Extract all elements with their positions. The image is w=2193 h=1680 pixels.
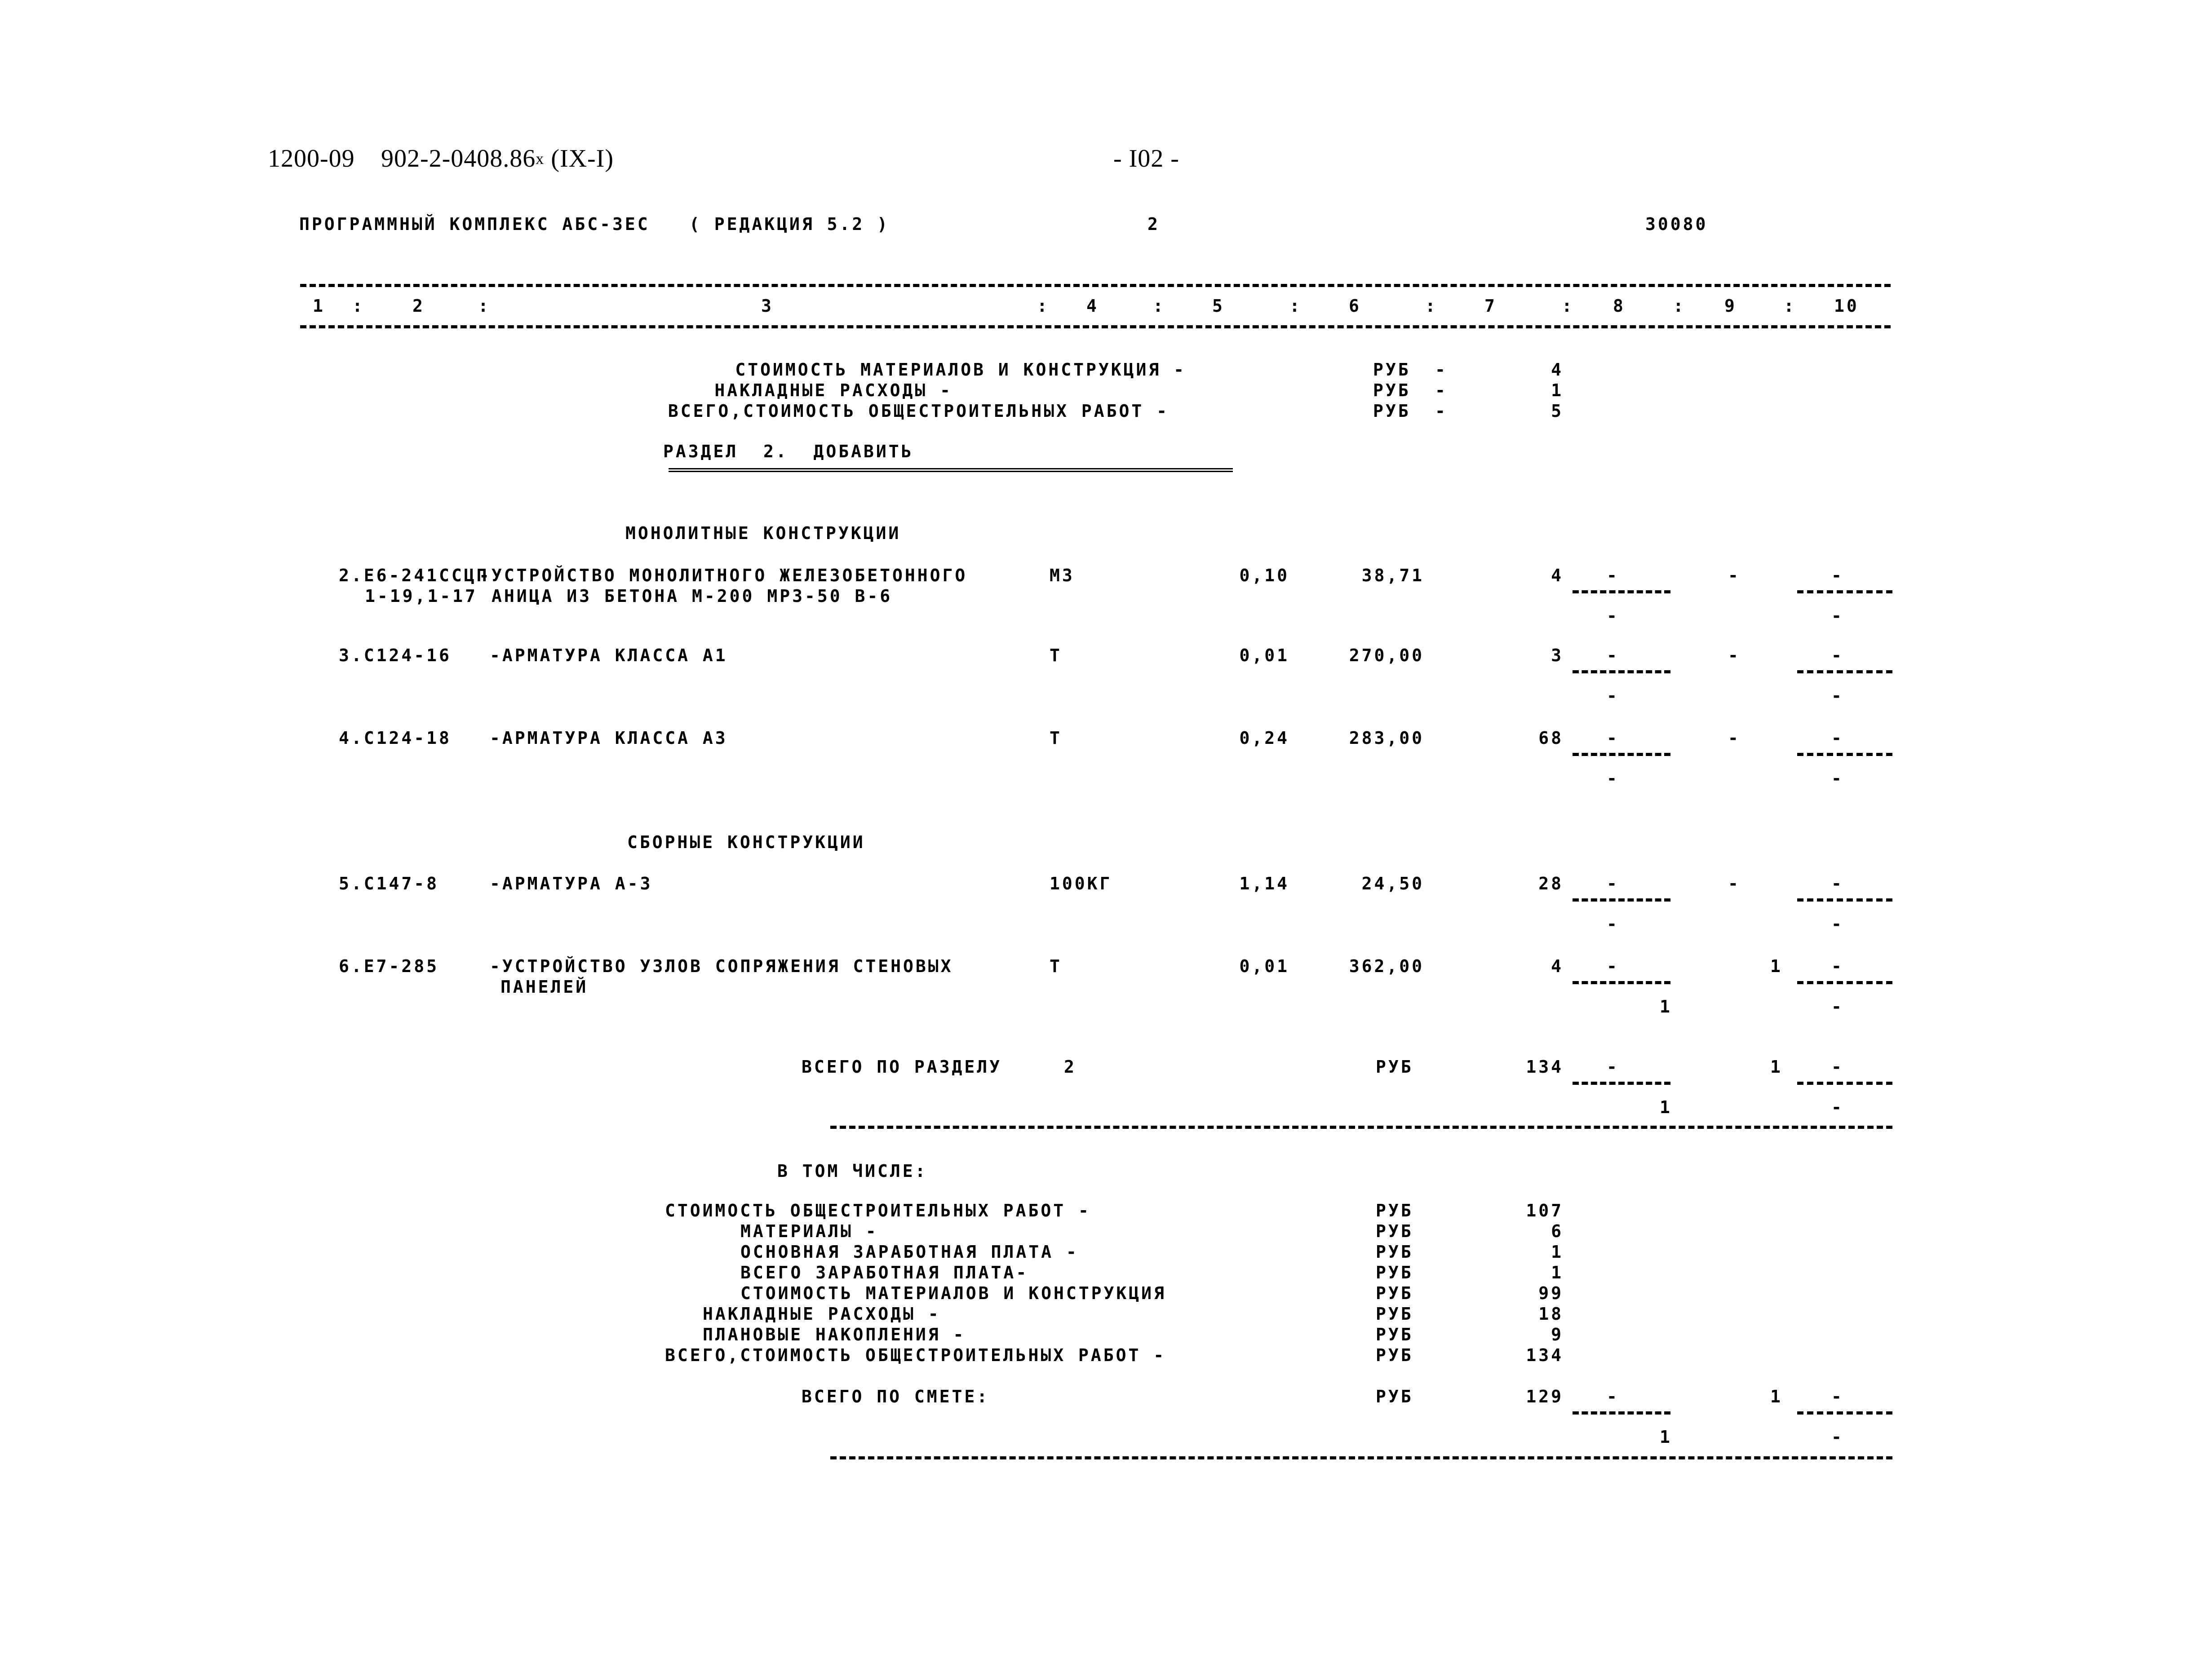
header-rule-top <box>300 284 1891 287</box>
item-code: 2.Е6-241ССЦП <box>339 566 489 585</box>
breakdown-label: МАТЕРИАЛЫ - <box>740 1221 878 1241</box>
item-col9: - <box>1728 874 1741 893</box>
item-unit: 100КГ <box>1050 874 1112 893</box>
carry-label: НАКЛАДНЫЕ РАСХОДЫ - <box>714 380 953 400</box>
breakdown-unit: РУБ <box>1376 1201 1413 1220</box>
col-sep: : <box>1562 296 1574 316</box>
fraction-line <box>1797 1082 1892 1085</box>
grand-total-label: ВСЕГО ПО СМЕТЕ: <box>802 1387 990 1406</box>
fraction-line <box>1797 898 1892 902</box>
section-total-rule <box>830 1126 1892 1129</box>
item-col8: - <box>1607 728 1619 748</box>
breakdown-label: ОСНОВНАЯ ЗАРАБОТНАЯ ПЛАТА - <box>740 1242 1079 1262</box>
grand-total-value: 129 <box>1526 1387 1564 1406</box>
item-quantity: 0,24 <box>1239 728 1289 748</box>
project-sup: x <box>536 150 545 168</box>
stamp-code: 1200-09 <box>268 145 355 172</box>
col-2: 2 <box>412 296 425 316</box>
item-col10: - <box>1831 728 1844 748</box>
group-heading: МОНОЛИТНЫЕ КОНСТРУКЦИИ <box>625 523 901 543</box>
item-col10-sub: - <box>1831 606 1844 626</box>
fraction-line <box>1797 753 1892 756</box>
fraction-line <box>1797 670 1892 673</box>
project-number <box>381 145 614 172</box>
breakdown-unit: РУБ <box>1376 1325 1413 1344</box>
item-col10-sub: - <box>1831 769 1844 788</box>
item-cost: 3 <box>1551 645 1564 665</box>
col-8: 8 <box>1613 296 1626 316</box>
breakdown-value: 107 <box>1526 1201 1564 1220</box>
item-description-2: АНИЦА ИЗ БЕТОНА М-200 МРЗ-50 В-6 <box>492 586 893 606</box>
item-code: 4.С124-18 <box>339 728 452 748</box>
grand-total-col10: - <box>1831 1387 1844 1406</box>
section-total-value: 134 <box>1526 1057 1564 1077</box>
col-4: 4 <box>1086 296 1099 316</box>
item-code-extra: 1-19,1-17 <box>365 586 478 606</box>
item-description: -УСТРОЙСТВО МОНОЛИТНОГО ЖЕЛЕЗОБЕТОННОГО <box>479 566 968 585</box>
item-col8-sub: - <box>1607 769 1619 788</box>
col-sep: : <box>1037 296 1050 316</box>
group-heading: СБОРНЫЕ КОНСТРУКЦИИ <box>627 832 865 852</box>
col-3: 3 <box>761 296 774 316</box>
header-rule-bottom <box>300 325 1891 328</box>
item-col8-sub: - <box>1607 606 1619 626</box>
section-title: РАЗДЕЛ 2. ДОБАВИТЬ <box>663 442 914 461</box>
fraction-line <box>1573 1411 1670 1415</box>
breakdown-label: ВСЕГО ЗАРАБОТНАЯ ПЛАТА- <box>740 1263 1029 1282</box>
grand-total-rule <box>830 1456 1892 1459</box>
carry-unit: РУБ <box>1373 360 1411 380</box>
item-col10-sub: - <box>1831 686 1844 706</box>
item-col10-sub: - <box>1831 997 1844 1017</box>
item-unit: Т <box>1050 728 1062 748</box>
item-quantity: 0,10 <box>1239 566 1289 585</box>
item-col8: - <box>1607 874 1619 893</box>
breakdown-label: СТОИМОСТЬ МАТЕРИАЛОВ И КОНСТРУКЦИЯ <box>740 1283 1166 1303</box>
item-col10: - <box>1831 956 1844 976</box>
item-unit: МЗ <box>1050 566 1075 585</box>
breakdown-unit: РУБ <box>1376 1263 1413 1282</box>
col-9: 9 <box>1724 296 1737 316</box>
section-total-number: 2 <box>1064 1057 1077 1077</box>
item-unit: Т <box>1050 645 1062 665</box>
carry-dash: - <box>1435 401 1448 421</box>
grand-total-col9: 1 <box>1770 1387 1783 1406</box>
breakdown-label: СТОИМОСТЬ ОБЩЕСТРОИТЕЛЬНЫХ РАБОТ - <box>665 1201 1091 1220</box>
col-sep: : <box>1153 296 1165 316</box>
section-total-col10: - <box>1831 1057 1844 1077</box>
section-total-label: ВСЕГО ПО РАЗДЕЛУ <box>802 1057 1002 1077</box>
item-col8: - <box>1607 645 1619 665</box>
sheet-number: 2 <box>1147 214 1160 234</box>
breakdown-unit: РУБ <box>1376 1345 1413 1365</box>
item-description: -АРМАТУРА А-3 <box>490 874 653 893</box>
item-code: 6.Е7-285 <box>339 956 439 976</box>
carry-value: 4 <box>1551 360 1564 380</box>
col-sep: : <box>1673 296 1686 316</box>
item-cost: 4 <box>1551 566 1564 585</box>
col-sep: : <box>352 296 365 316</box>
breakdown-label: ВСЕГО,СТОИМОСТЬ ОБЩЕСТРОИТЕЛЬНЫХ РАБОТ - <box>665 1345 1166 1365</box>
col-7: 7 <box>1484 296 1497 316</box>
col-6: 6 <box>1349 296 1361 316</box>
breakdown-value: 134 <box>1526 1345 1564 1365</box>
item-col10: - <box>1831 645 1844 665</box>
item-col8-sub: - <box>1607 914 1619 934</box>
section-total-col9: 1 <box>1770 1057 1783 1077</box>
item-col8: - <box>1607 956 1619 976</box>
program-edition: ( РЕДАКЦИЯ 5.2 ) <box>689 214 890 234</box>
breakdown-unit: РУБ <box>1376 1283 1413 1303</box>
breakdown-value: 9 <box>1551 1325 1564 1344</box>
page-number: - I02 - <box>1113 145 1179 172</box>
item-col9: - <box>1728 645 1741 665</box>
fraction-line <box>1797 1411 1892 1415</box>
item-description: -АРМАТУРА КЛАССА АЗ <box>490 728 728 748</box>
fraction-line <box>1573 981 1670 984</box>
fraction-line <box>1573 590 1670 593</box>
item-price: 38,71 <box>1361 566 1424 585</box>
item-price: 283,00 <box>1349 728 1424 748</box>
item-col8-sub: 1 <box>1660 997 1672 1017</box>
item-col8: - <box>1607 566 1619 585</box>
item-col9: 1 <box>1770 956 1783 976</box>
fraction-line <box>1797 590 1892 593</box>
grand-total-col8: - <box>1607 1387 1619 1406</box>
breakdown-value: 1 <box>1551 1263 1564 1282</box>
section-total-col8-sub: 1 <box>1660 1097 1672 1117</box>
col-sep: : <box>1289 296 1302 316</box>
carry-dash: - <box>1435 360 1448 380</box>
breakdown-title: В ТОМ ЧИСЛЕ: <box>777 1161 928 1181</box>
item-description: -УСТРОЙСТВО УЗЛОВ СОПРЯЖЕНИЯ СТЕНОВЫХ <box>490 956 953 976</box>
item-col10-sub: - <box>1831 914 1844 934</box>
carry-value: 1 <box>1551 380 1564 400</box>
col-1: 1 <box>313 296 325 316</box>
col-5: 5 <box>1212 296 1225 316</box>
section-underline <box>669 468 1233 472</box>
item-col10: - <box>1831 874 1844 893</box>
project-part: (IX-I) <box>551 145 614 172</box>
item-price: 24,50 <box>1361 874 1424 893</box>
grand-total-col8-sub: 1 <box>1660 1427 1672 1447</box>
section-total-col8: - <box>1607 1057 1619 1077</box>
item-cost: 28 <box>1538 874 1564 893</box>
col-sep: : <box>1784 296 1796 316</box>
col-10: 10 <box>1834 296 1859 316</box>
item-cost: 68 <box>1538 728 1564 748</box>
breakdown-unit: РУБ <box>1376 1304 1413 1324</box>
fraction-line <box>1797 981 1892 984</box>
section-total-unit: РУБ <box>1376 1057 1413 1077</box>
breakdown-value: 6 <box>1551 1221 1564 1241</box>
item-col10: - <box>1831 566 1844 585</box>
item-price: 270,00 <box>1349 645 1424 665</box>
item-quantity: 0,01 <box>1239 645 1289 665</box>
fraction-line <box>1573 898 1670 902</box>
breakdown-label: НАКЛАДНЫЕ РАСХОДЫ - <box>703 1304 941 1324</box>
carry-dash: - <box>1435 380 1448 400</box>
carry-unit: РУБ <box>1373 401 1411 421</box>
breakdown-value: 99 <box>1538 1283 1564 1303</box>
carry-value: 5 <box>1551 401 1564 421</box>
item-description: -АРМАТУРА КЛАССА А1 <box>490 645 728 665</box>
breakdown-unit: РУБ <box>1376 1242 1413 1262</box>
section-total-col10-sub: - <box>1831 1097 1844 1117</box>
col-sep: : <box>1425 296 1438 316</box>
item-col8-sub: - <box>1607 686 1619 706</box>
carry-unit: РУБ <box>1373 380 1411 400</box>
item-col9: - <box>1728 728 1741 748</box>
fraction-line <box>1573 1082 1670 1085</box>
breakdown-label: ПЛАНОВЫЕ НАКОПЛЕНИЯ - <box>703 1325 966 1344</box>
item-unit: Т <box>1050 956 1062 976</box>
grand-total-unit: РУБ <box>1376 1387 1413 1406</box>
item-quantity: 1,14 <box>1239 874 1289 893</box>
item-code: 3.С124-16 <box>339 645 452 665</box>
col-sep: : <box>478 296 491 316</box>
item-price: 362,00 <box>1349 956 1424 976</box>
item-description-2: ПАНЕЛЕЙ <box>501 977 589 997</box>
fraction-line <box>1573 670 1670 673</box>
item-cost: 4 <box>1551 956 1564 976</box>
document-number: 30080 <box>1645 214 1708 234</box>
fraction-line <box>1573 753 1670 756</box>
breakdown-value: 1 <box>1551 1242 1564 1262</box>
carry-label: ВСЕГО,СТОИМОСТЬ ОБЩЕСТРОИТЕЛЬНЫХ РАБОТ - <box>668 401 1169 421</box>
carry-label: СТОИМОСТЬ МАТЕРИАЛОВ И КОНСТРУКЦИЯ - <box>735 360 1186 380</box>
breakdown-value: 18 <box>1538 1304 1564 1324</box>
item-quantity: 0,01 <box>1239 956 1289 976</box>
breakdown-unit: РУБ <box>1376 1221 1413 1241</box>
item-col9: - <box>1728 566 1741 585</box>
program-name: ПРОГРАММНЫЙ КОМПЛЕКС АБС-ЗЕС <box>299 214 650 234</box>
grand-total-col10-sub: - <box>1831 1427 1844 1447</box>
project-code: 902-2-0408.86 <box>381 145 536 172</box>
item-code: 5.С147-8 <box>339 874 439 893</box>
